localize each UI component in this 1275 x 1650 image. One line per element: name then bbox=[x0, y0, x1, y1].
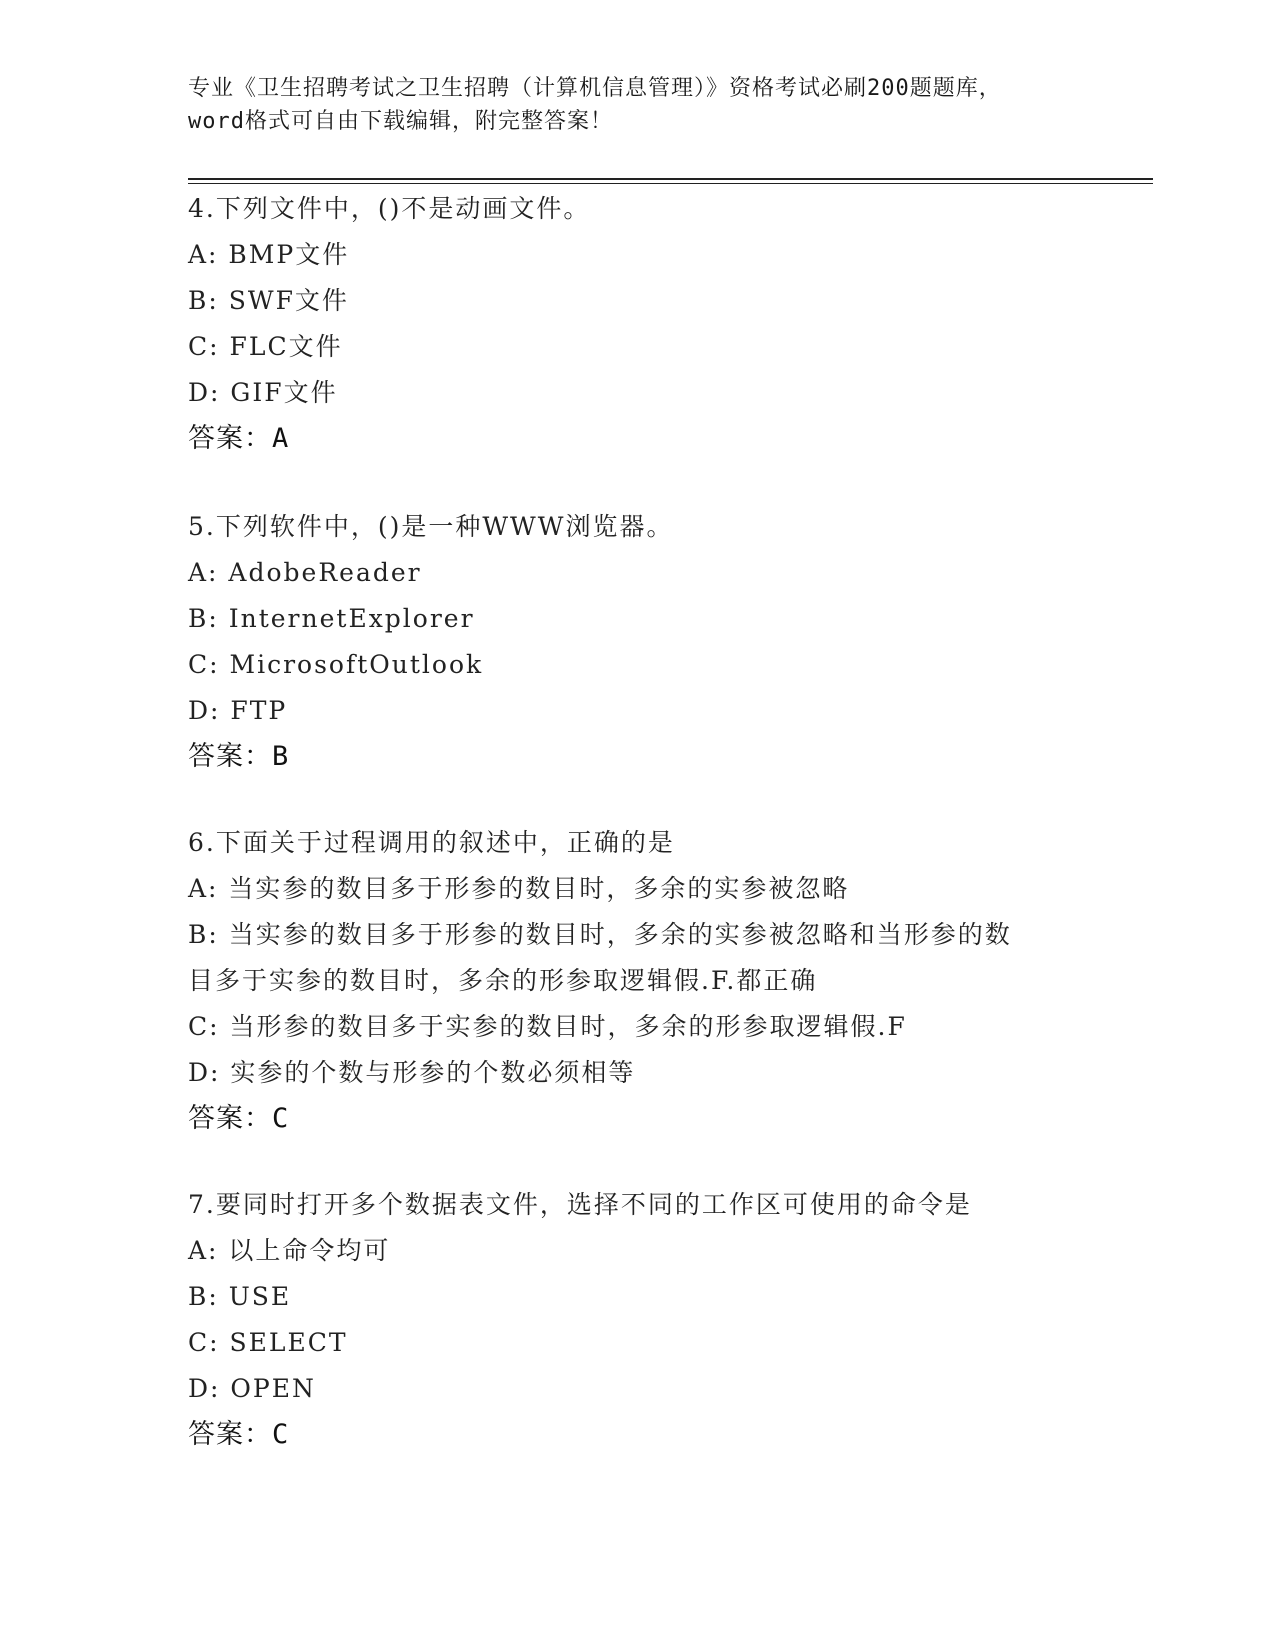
option-b: B: USE bbox=[188, 1282, 292, 1311]
header-divider-thin bbox=[188, 183, 1153, 184]
option-b: B: SWF文件 bbox=[188, 286, 349, 315]
option-a: A: BMP文件 bbox=[188, 240, 350, 269]
question-5 bbox=[188, 504, 1088, 780]
answer: 答案：A bbox=[188, 423, 290, 454]
header-divider-thick bbox=[188, 178, 1153, 180]
question-stem: 4.下列文件中，()不是动画文件。 bbox=[188, 194, 591, 223]
option-d: D: 实参的个数与形参的个数必须相等 bbox=[188, 1058, 636, 1087]
option-b: B: 当实参的数目多于形参的数目时，多余的实参被忽略和当形参的数 bbox=[188, 920, 1012, 949]
header-line-1: 专业《卫生招聘考试之卫生招聘（计算机信息管理）》资格考试必刷200题题库， bbox=[188, 76, 1002, 101]
option-c: C: FLC文件 bbox=[188, 332, 343, 361]
option-d: D: OPEN bbox=[188, 1374, 316, 1403]
option-c: C: 当形参的数目多于实参的数目时，多余的形参取逻辑假.F bbox=[188, 1012, 907, 1041]
question-stem: 6.下面关于过程调用的叙述中，正确的是 bbox=[188, 828, 675, 857]
option-c: C: MicrosoftOutlook bbox=[188, 650, 484, 679]
option-d: D: FTP bbox=[188, 696, 288, 725]
option-c: C: SELECT bbox=[188, 1328, 348, 1357]
option-a: A: 当实参的数目多于形参的数目时，多余的实参被忽略 bbox=[188, 874, 850, 903]
question-stem: 5.下列软件中，()是一种WWW浏览器。 bbox=[188, 512, 674, 541]
option-b: B: InternetExplorer bbox=[188, 604, 475, 633]
document-header bbox=[188, 72, 1088, 138]
option-a: A: 以上命令均可 bbox=[188, 1236, 391, 1265]
option-d: D: GIF文件 bbox=[188, 378, 338, 407]
question-stem: 7.要同时打开多个数据表文件，选择不同的工作区可使用的命令是 bbox=[188, 1190, 972, 1219]
answer: 答案：C bbox=[188, 1419, 290, 1450]
header-line-2: word格式可自由下载编辑，附完整答案！ bbox=[188, 109, 613, 134]
option-b-continued: 目多于实参的数目时，多余的形参取逻辑假.F.都正确 bbox=[188, 966, 818, 995]
question-6 bbox=[188, 820, 1088, 1142]
question-7 bbox=[188, 1182, 1088, 1458]
answer: 答案：B bbox=[188, 741, 290, 772]
answer: 答案：C bbox=[188, 1103, 290, 1134]
option-a: A: AdobeReader bbox=[188, 558, 422, 587]
question-4 bbox=[188, 186, 1088, 462]
